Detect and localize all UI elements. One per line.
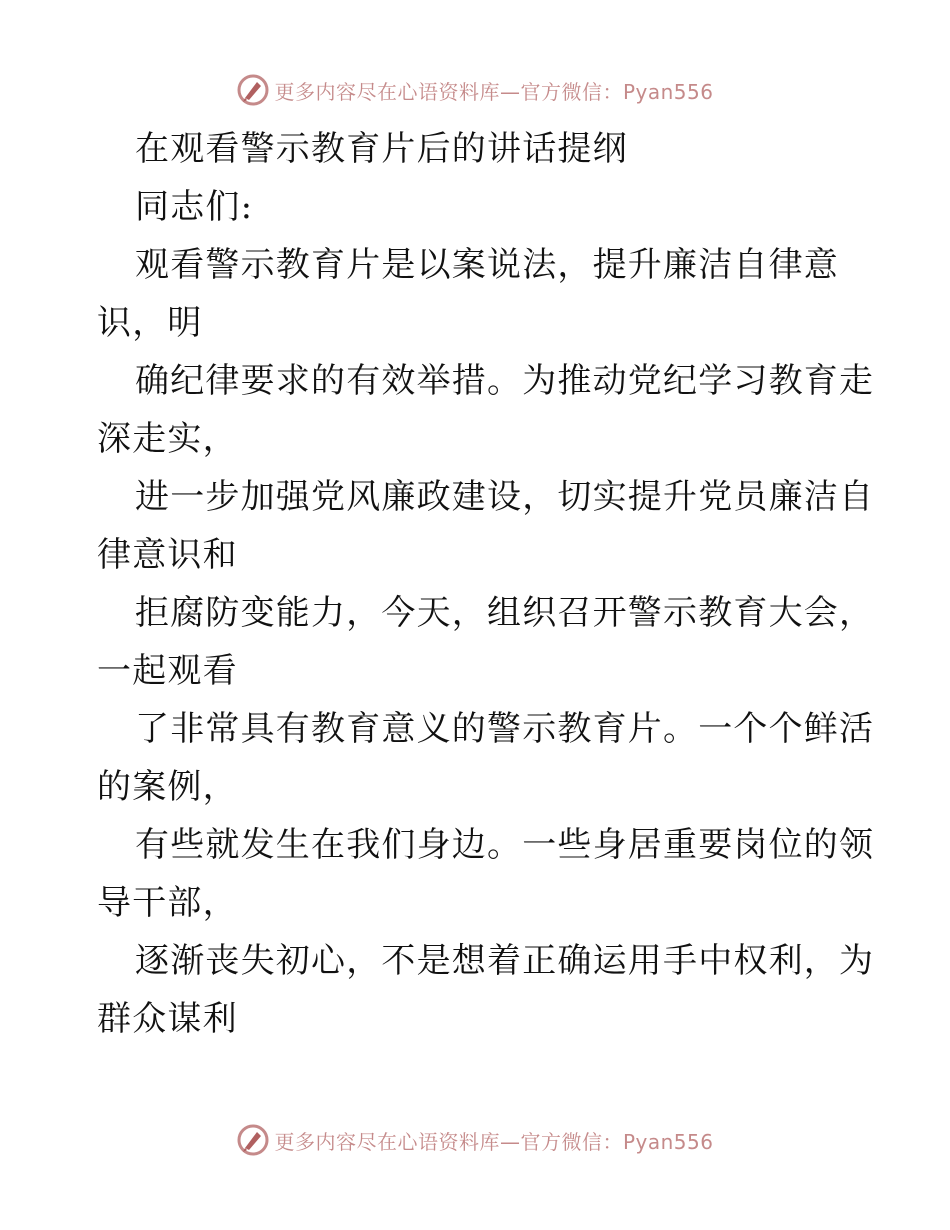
document-title: 在观看警示教育片后的讲话提纲	[135, 129, 628, 169]
salutation: 同志们:	[135, 187, 254, 227]
pen-nib-circle-icon	[236, 73, 270, 107]
header-watermark	[0, 70, 950, 110]
paragraph-line: 一起观看	[97, 651, 238, 691]
paragraph-line: 观看警示教育片是以案说法，提升廉洁自律意	[135, 245, 839, 285]
paragraph-line: 了非常具有教育意义的警示教育片。一个个鲜活	[135, 709, 875, 749]
paragraph-line: 进一步加强党风廉政建设，切实提升党员廉洁自	[135, 477, 875, 517]
document-body	[97, 120, 875, 1048]
paragraph-line: 导干部，	[97, 883, 238, 923]
paragraph-line: 深走实，	[97, 419, 238, 459]
watermark-text: 更多内容尽在心语资料库—官方微信：Pyan556	[274, 1129, 714, 1154]
paragraph-line: 拒腐防变能力，今天，组织召开警示教育大会，	[135, 593, 875, 633]
paragraph-line: 有些就发生在我们身边。一些身居重要岗位的领	[135, 825, 875, 865]
paragraph-line: 律意识和	[97, 535, 238, 575]
footer-watermark	[0, 1120, 950, 1160]
paragraph-line: 确纪律要求的有效举措。为推动党纪学习教育走	[135, 361, 875, 401]
pen-nib-circle-icon	[236, 1123, 270, 1157]
watermark-text: 更多内容尽在心语资料库—官方微信：Pyan556	[274, 79, 714, 104]
paragraph-line: 的案例，	[97, 767, 238, 807]
paragraph-line: 逐渐丧失初心，不是想着正确运用手中权利，为	[135, 941, 875, 981]
paragraph-line: 群众谋利	[97, 999, 238, 1039]
paragraph-line: 识，明	[97, 303, 203, 343]
